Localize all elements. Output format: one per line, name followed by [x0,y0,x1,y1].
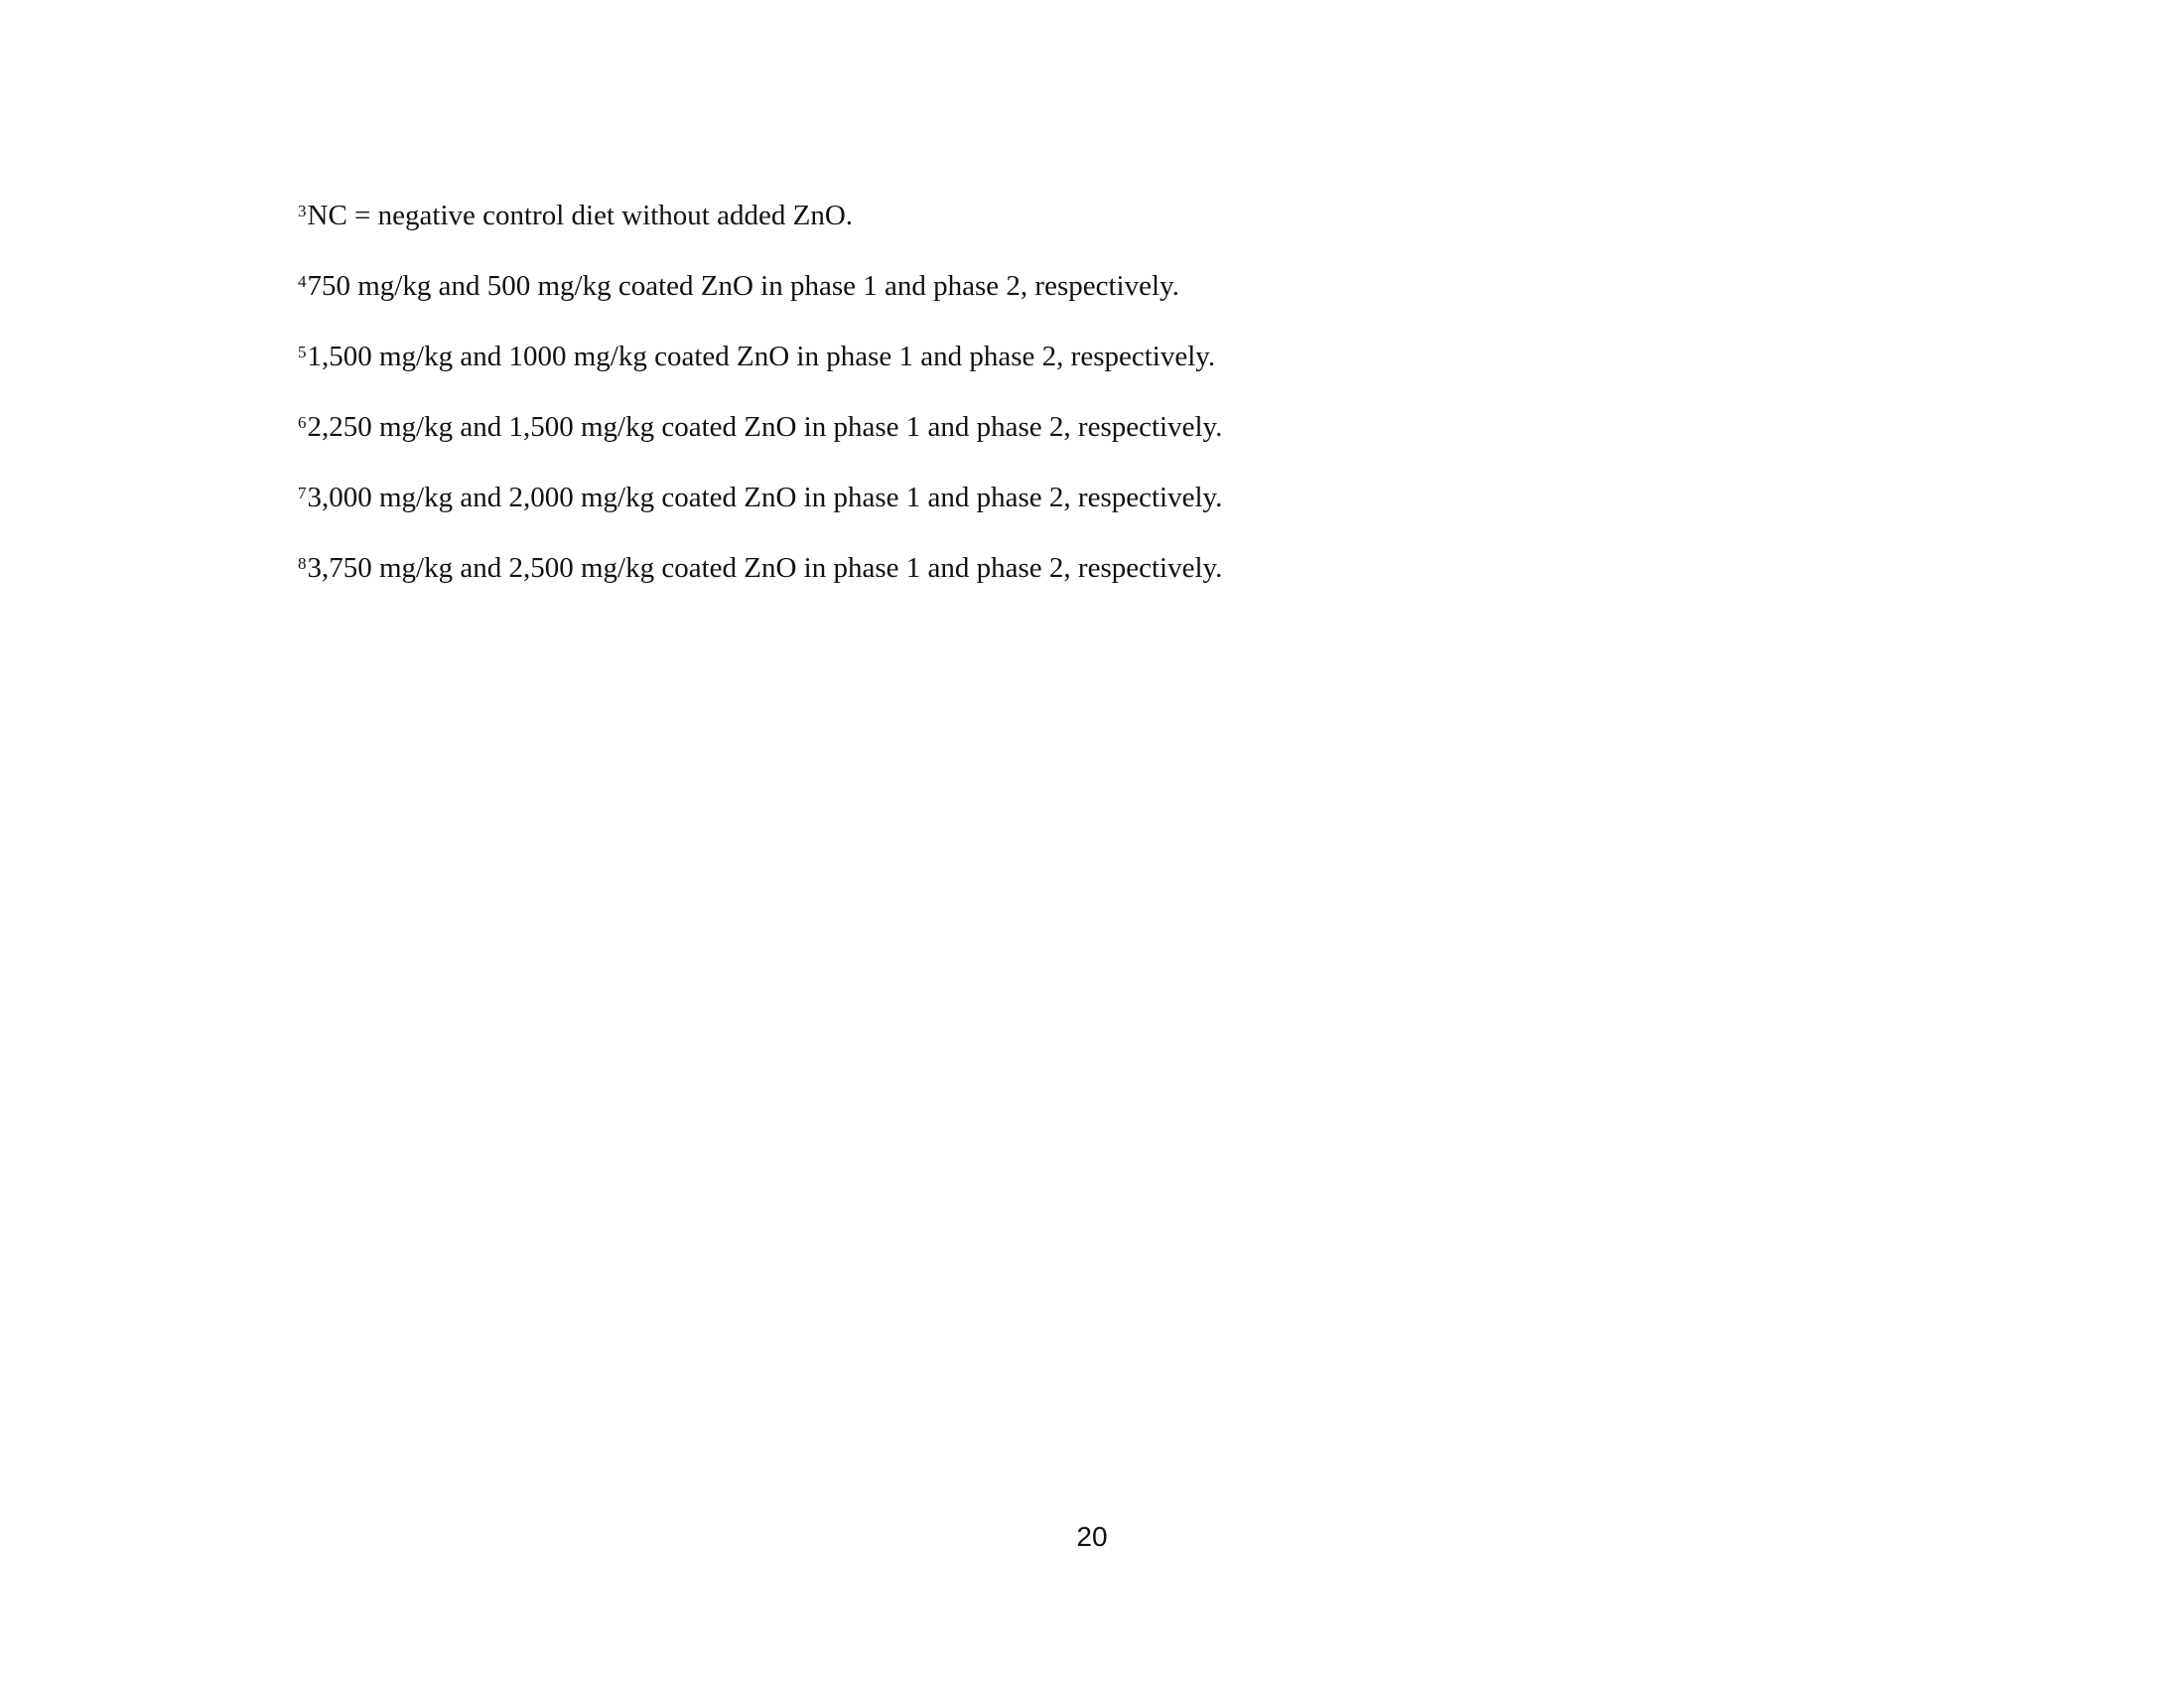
footnote-7 [298,478,1886,548]
footnote-marker: 6 [298,413,307,432]
footnote-text: NC = negative control diet without added ZnO. [307,200,854,231]
footnote-text: 750 mg/kg and 500 mg/kg coated ZnO in phase 1 and phase 2, respectively. [307,270,1179,302]
footnote-text: 3,750 mg/kg and 2,500 mg/kg coated ZnO in phase 1 and phase 2, respectively. [307,552,1223,584]
footnote-marker: 8 [298,554,307,573]
footnote-text: 2,250 mg/kg and 1,500 mg/kg coated ZnO in phase 1 and phase 2, respectively. [307,411,1223,443]
footnote-3 [298,196,1886,266]
footnote-8 [298,548,1886,619]
footnote-6 [298,407,1886,478]
footnote-list [298,196,1886,619]
footnote-5 [298,337,1886,407]
page-number: 20 [1076,1521,1108,1552]
footnote-marker: 4 [298,272,307,291]
footnote-marker: 7 [298,484,307,502]
footnote-text: 1,500 mg/kg and 1000 mg/kg coated ZnO in phase 1 and phase 2, respectively. [307,341,1216,372]
footnote-4 [298,266,1886,337]
footnote-text: 3,000 mg/kg and 2,000 mg/kg coated ZnO in phase 1 and phase 2, respectively. [307,482,1223,513]
footnote-marker: 3 [298,202,307,220]
footnote-marker: 5 [298,343,307,361]
